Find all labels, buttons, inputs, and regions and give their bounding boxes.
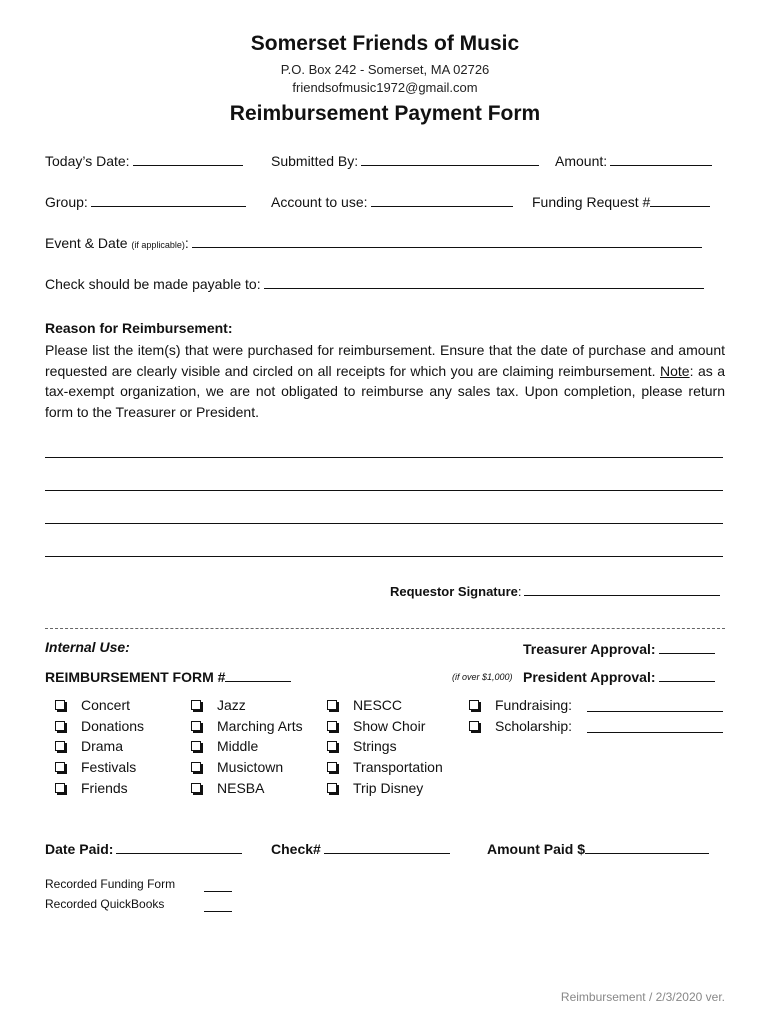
- president-approval-field[interactable]: [523, 667, 715, 685]
- checkbox-jazz[interactable]: Jazz: [191, 697, 246, 713]
- checkbox-nesba[interactable]: NESBA: [191, 780, 264, 796]
- signature-field[interactable]: [390, 581, 720, 599]
- payable-to-line[interactable]: [264, 274, 704, 289]
- account-line[interactable]: [371, 192, 513, 207]
- fundraising-line[interactable]: [587, 697, 723, 717]
- checkbox-show-choir[interactable]: Show Choir: [327, 718, 425, 734]
- signature-label: Requestor Signature: [390, 584, 518, 599]
- checkbox-strings[interactable]: Strings: [327, 738, 397, 754]
- write-line[interactable]: [45, 490, 723, 491]
- amount-line[interactable]: [610, 151, 712, 166]
- amount-label: Amount:: [555, 153, 608, 169]
- president-approval-label: President Approval:: [523, 669, 656, 685]
- checkbox-icon[interactable]: [191, 721, 201, 731]
- checkbox-donations[interactable]: Donations: [55, 718, 144, 734]
- amount-field[interactable]: [555, 151, 712, 169]
- recorded-funding-form-line[interactable]: [204, 877, 232, 897]
- checkbox-icon[interactable]: [191, 783, 201, 793]
- submitted-by-line[interactable]: [361, 151, 539, 166]
- recorded-quickbooks-label: Recorded QuickBooks: [45, 897, 165, 911]
- reason-text-1: Please list the item(s) that were purchased for reimbursement. Ensure that the date of purchase and amount requested are clearly visible and circled on all receipts for which you are claiming reimbursement.: [45, 342, 725, 379]
- todays-date-field[interactable]: [45, 151, 243, 169]
- funding-request-field[interactable]: [532, 192, 710, 210]
- checkbox-festivals[interactable]: Festivals: [55, 759, 136, 775]
- recorded-funding-form-label: Recorded Funding Form: [45, 877, 176, 891]
- check-number-field[interactable]: [271, 839, 450, 857]
- email: friendsofmusic1972@gmail.com: [292, 80, 478, 95]
- reason-heading: Reason for Reimbursement:: [45, 320, 233, 336]
- checkbox-musictown[interactable]: Musictown: [191, 759, 283, 775]
- checkbox-icon[interactable]: [327, 700, 337, 710]
- checkbox-scholarship[interactable]: Scholarship:: [469, 718, 572, 734]
- signature-colon: :: [517, 584, 522, 599]
- checkbox-icon[interactable]: [327, 741, 337, 751]
- checkbox-icon[interactable]: [191, 741, 201, 751]
- checkbox-icon[interactable]: [327, 721, 337, 731]
- amount-paid-field[interactable]: [487, 839, 709, 857]
- address: P.O. Box 242 - Somerset, MA 02726: [280, 62, 490, 77]
- internal-divider: [45, 628, 725, 629]
- check-number-label: Check#: [271, 841, 321, 857]
- submitted-by-field[interactable]: [271, 151, 539, 169]
- organization-name: Somerset Friends of Music: [250, 32, 520, 55]
- event-date-label: Event & Date: [45, 235, 128, 251]
- write-line[interactable]: [45, 523, 723, 524]
- checkbox-icon[interactable]: [327, 783, 337, 793]
- checkbox-transportation[interactable]: Transportation: [327, 759, 443, 775]
- payable-to-field[interactable]: [45, 274, 704, 292]
- submitted-by-label: Submitted By:: [271, 153, 359, 169]
- checkbox-icon[interactable]: [55, 700, 65, 710]
- todays-date-line[interactable]: [133, 151, 243, 166]
- account-label: Account to use:: [271, 194, 368, 210]
- checkbox-icon[interactable]: [55, 741, 65, 751]
- group-line[interactable]: [91, 192, 246, 207]
- check-number-line[interactable]: [324, 839, 450, 854]
- checkbox-icon[interactable]: [55, 721, 65, 731]
- checkbox-icon[interactable]: [469, 700, 479, 710]
- group-field[interactable]: [45, 192, 246, 210]
- checkbox-icon[interactable]: [191, 762, 201, 772]
- recorded-quickbooks-line[interactable]: [204, 897, 232, 917]
- checkbox-middle[interactable]: Middle: [191, 738, 258, 754]
- checkbox-marching-arts[interactable]: Marching Arts: [191, 718, 303, 734]
- form-number-field[interactable]: [45, 667, 291, 685]
- funding-request-line[interactable]: [650, 192, 710, 207]
- checkbox-drama[interactable]: Drama: [55, 738, 123, 754]
- checkbox-trip-disney[interactable]: Trip Disney: [327, 780, 423, 796]
- amount-paid-label: Amount Paid $: [487, 841, 586, 857]
- reason-text-2: : as a tax-exempt organization, we are not obligated to reimburse any sales tax. Upon completion, please return form to the Treasurer or President.: [45, 362, 725, 420]
- scholarship-line[interactable]: [587, 718, 723, 738]
- note-label: Note: [660, 362, 690, 379]
- account-field[interactable]: [271, 192, 513, 210]
- form-title: Reimbursement Payment Form: [229, 102, 541, 125]
- date-paid-label: Date Paid:: [45, 841, 114, 857]
- if-applicable-note: (if applicable): [131, 240, 185, 250]
- event-date-line[interactable]: [192, 233, 702, 248]
- if-over-note: (if over $1,000): [452, 672, 513, 682]
- form-number-label: REIMBURSEMENT FORM #: [45, 669, 226, 685]
- checkbox-icon[interactable]: [55, 762, 65, 772]
- checkbox-icon[interactable]: [327, 762, 337, 772]
- treasurer-approval-line[interactable]: [659, 639, 715, 654]
- payable-to-label: Check should be made payable to:: [45, 276, 261, 292]
- checkbox-icon[interactable]: [469, 721, 479, 731]
- president-approval-line[interactable]: [659, 667, 715, 682]
- group-label: Group:: [45, 194, 88, 210]
- write-line[interactable]: [45, 457, 723, 458]
- write-line[interactable]: [45, 556, 723, 557]
- checkbox-friends[interactable]: Friends: [55, 780, 128, 796]
- checkbox-fundraising[interactable]: Fundraising:: [469, 697, 572, 713]
- checkbox-icon[interactable]: [191, 700, 201, 710]
- checkbox-nescc[interactable]: NESCC: [327, 697, 402, 713]
- checkbox-concert[interactable]: Concert: [55, 697, 130, 713]
- checkbox-icon[interactable]: [55, 783, 65, 793]
- internal-use-label: Internal Use:: [45, 639, 130, 655]
- event-date-colon: :: [184, 235, 189, 251]
- reason-paragraph: [45, 340, 725, 422]
- treasurer-approval-label: Treasurer Approval:: [523, 641, 656, 657]
- todays-date-label: Today’s Date:: [45, 153, 130, 169]
- signature-line[interactable]: [524, 581, 720, 596]
- event-date-field[interactable]: [45, 233, 702, 251]
- treasurer-approval-field[interactable]: [523, 639, 715, 657]
- form-number-line[interactable]: [225, 667, 291, 682]
- amount-paid-line[interactable]: [585, 839, 709, 854]
- footer-version: Reimbursement / 2/3/2020 ver.: [560, 990, 725, 1004]
- date-paid-field[interactable]: [45, 839, 242, 857]
- date-paid-line[interactable]: [116, 839, 242, 854]
- funding-request-label: Funding Request #: [532, 194, 651, 210]
